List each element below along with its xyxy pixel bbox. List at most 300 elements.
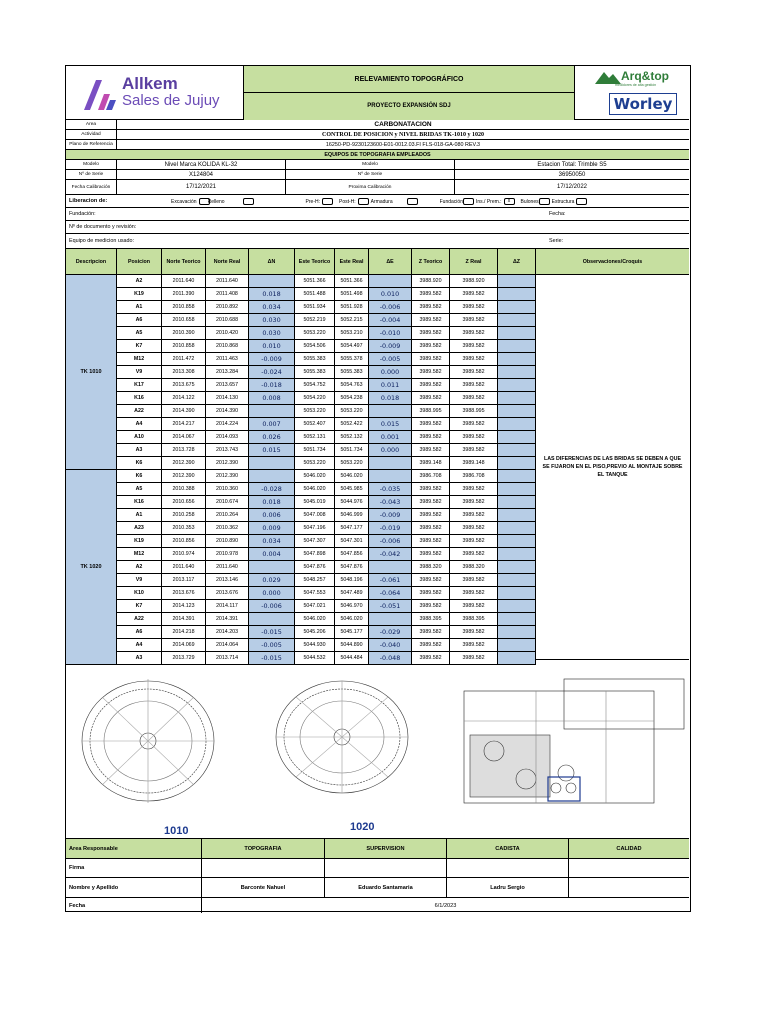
table-row [66,366,536,379]
table-row [66,457,536,470]
group-label: TK 1010 [66,275,117,470]
cell-este-real: 5052.422 [335,418,369,431]
col-header-este-teorico: Este Teorico [295,249,335,275]
table-row [66,587,536,600]
cell-este-real: 5054.497 [335,340,369,353]
cell-z-real: 3989.582 [450,418,498,431]
cell-norte-teorico: 2010.390 [162,327,206,340]
cell-posicion: A6 [117,314,162,327]
cadista-header: CADISTA [447,839,569,858]
serial-row [66,170,689,180]
name-topografia: Barconte Nahuel [202,878,325,897]
cell-este-real: 5047.856 [335,548,369,561]
fecha-label: Fecha [66,898,202,913]
cell-norte-teorico: 2011.640 [162,275,206,288]
cell-delta-n: 0.007 [249,418,295,431]
cell-z-real: 3988.320 [450,561,498,574]
cell-norte-real: 2014.064 [206,639,249,652]
serial-label-2: Nº de Serie [286,170,455,179]
firma-row [66,859,689,878]
cell-delta-z [498,353,536,366]
cell-delta-z [498,574,536,587]
table-row [66,522,536,535]
cell-este-real: 5054.238 [335,392,369,405]
cell-este-teorico: 5048.257 [295,574,335,587]
fundacion-checkbox[interactable] [463,198,474,205]
col-header-observaciones: Observaciones/Croquis [536,249,689,275]
cell-este-real: 5055.383 [335,366,369,379]
cell-este-teorico: 5053.220 [295,405,335,418]
col-header-norte-teorico: Norte Teorico [162,249,206,275]
cell-delta-n [249,561,295,574]
cell-delta-z [498,366,536,379]
cell-z-teorico: 3989.582 [412,483,450,496]
cell-z-teorico: 3989.582 [412,392,450,405]
cell-norte-real: 2010.892 [206,301,249,314]
cell-z-real: 3989.582 [450,496,498,509]
table-row [66,431,536,444]
table-row [66,405,536,418]
option-relleno: Relleno [207,198,225,205]
cell-este-real: 5052.132 [335,431,369,444]
cell-posicion: A23 [117,522,162,535]
cell-z-real: 3989.582 [450,652,498,665]
table-row [66,327,536,340]
cell-norte-teorico: 2011.640 [162,561,206,574]
firma-topografia [202,859,325,877]
cell-z-real: 3989.582 [450,600,498,613]
cell-este-real: 5053.220 [335,405,369,418]
cell-este-teorico: 5053.220 [295,327,335,340]
cell-z-real: 3989.582 [450,639,498,652]
cell-delta-e [369,613,412,626]
cell-delta-e: 0.011 [369,379,412,392]
cell-delta-n: -0.018 [249,379,295,392]
cell-delta-n: -0.006 [249,600,295,613]
cell-posicion: A6 [117,626,162,639]
table-row [66,626,536,639]
table-row [66,314,536,327]
cell-este-real: 5051.498 [335,288,369,301]
cell-este-real: 5046.020 [335,613,369,626]
cell-delta-e: -0.006 [369,535,412,548]
table-row [66,483,536,496]
firma-cadista [447,859,569,877]
cell-delta-n: 0.018 [249,496,295,509]
equipment-used-label: Equipo de medicion usado: [69,238,135,244]
cell-delta-z [498,392,536,405]
cell-posicion: K6 [117,470,162,483]
area-responsable-label: Area Responsable [66,839,202,858]
cell-z-teorico: 3989.582 [412,535,450,548]
cell-z-real: 3989.582 [450,548,498,561]
cell-delta-z [498,548,536,561]
footer-header-row [66,839,689,859]
cell-norte-teorico: 2014.217 [162,418,206,431]
cell-delta-n: -0.024 [249,366,295,379]
cell-delta-e: 0.001 [369,431,412,444]
preh-checkbox[interactable] [322,198,333,205]
cell-delta-e: 0.000 [369,366,412,379]
label-1010: 1010 [164,825,189,837]
cell-este-real: 5051.734 [335,444,369,457]
cell-delta-n: -0.005 [249,639,295,652]
cell-delta-e: -0.035 [369,483,412,496]
cell-este-teorico: 5046.020 [295,470,335,483]
model-row [66,160,689,170]
cell-delta-z [498,301,536,314]
cell-este-teorico: 5055.383 [295,353,335,366]
bulones-checkbox[interactable] [539,198,550,205]
cell-norte-teorico: 2010.858 [162,340,206,353]
name-cadista: Ladru Sergio [447,878,569,897]
calibration-row [66,180,689,195]
cell-este-real: 5044.484 [335,652,369,665]
cell-norte-real: 2010.674 [206,496,249,509]
cell-delta-z [498,483,536,496]
cell-delta-z [498,288,536,301]
cell-delta-e: -0.051 [369,600,412,613]
cell-z-teorico: 3989.582 [412,444,450,457]
cell-norte-real: 2012.390 [206,470,249,483]
cell-este-teorico: 5054.752 [295,379,335,392]
cell-este-real: 5048.196 [335,574,369,587]
sales-de-jujuy-wordmark: Sales de Jujuy [122,92,220,109]
cell-posicion: A4 [117,639,162,652]
table-row [66,613,536,626]
option-bulones: Bulones [520,198,539,205]
cell-delta-e [369,275,412,288]
equipment-header-row [66,150,689,160]
worley-wordmark: Worley [609,93,677,115]
cell-delta-e: -0.040 [369,639,412,652]
cell-posicion: M12 [117,548,162,561]
cell-norte-real: 2010.362 [206,522,249,535]
cell-delta-n [249,470,295,483]
cell-delta-e: -0.064 [369,587,412,600]
cell-delta-e: 0.010 [369,288,412,301]
cell-z-teorico: 3989.582 [412,314,450,327]
calibration-label: Fecha Calibración [66,180,117,194]
cell-este-real: 5045.985 [335,483,369,496]
name-calidad [569,878,689,897]
col-header-delta-z: ΔZ [498,249,536,275]
cell-este-teorico: 5047.021 [295,600,335,613]
model-label-2: Modelo [286,160,455,169]
cell-delta-z [498,314,536,327]
date-label: Fecha: [549,211,566,217]
cell-delta-z [498,470,536,483]
cell-este-teorico: 5051.488 [295,288,335,301]
next-calibration-label: Proxima Calibración [286,180,455,194]
cell-delta-n: 0.030 [249,327,295,340]
arqtop-mark-icon [595,70,621,84]
cell-z-teorico: 3988.395 [412,613,450,626]
col-header-este-real: Este Real [335,249,369,275]
cell-este-teorico: 5055.383 [295,366,335,379]
cell-este-real: 5053.210 [335,327,369,340]
option-posth: Post-H: [339,198,356,205]
serial-label: Nº de Serie [66,170,117,179]
plan-row [66,140,689,150]
cell-posicion: A5 [117,483,162,496]
estructura-checkbox[interactable] [576,198,587,205]
cell-posicion: K19 [117,535,162,548]
model-value: Nivel Marca KOLIDA KL-32 [117,160,286,169]
serial-value-2: 36950050 [558,171,586,178]
cell-z-teorico: 3989.582 [412,626,450,639]
cell-delta-n: -0.028 [249,483,295,496]
cell-z-real: 3988.395 [450,613,498,626]
cell-este-real: 5047.177 [335,522,369,535]
cell-posicion: A22 [117,405,162,418]
cell-z-real: 3989.582 [450,509,498,522]
cell-norte-teorico: 2013.676 [162,587,206,600]
cell-posicion: M12 [117,353,162,366]
cell-norte-teorico: 2010.858 [162,301,206,314]
cell-z-real: 3988.995 [450,405,498,418]
relleno-checkbox[interactable] [243,198,254,205]
cell-este-real: 5055.378 [335,353,369,366]
cell-norte-real: 2011.408 [206,288,249,301]
cell-z-teorico: 3989.148 [412,457,450,470]
name-supervision: Eduardo Santamaria [325,878,447,897]
document-label: Nº de documento y revisión: [69,224,137,230]
cell-norte-teorico: 2010.258 [162,509,206,522]
ins-prem-checkbox[interactable]: x [504,198,515,205]
cell-norte-teorico: 2014.122 [162,392,206,405]
next-calibration-value: 17/12/2022 [556,184,588,190]
cell-delta-e [369,457,412,470]
cell-z-real: 3989.148 [450,457,498,470]
option-ins-prem: Ins./ Prem.: [475,198,502,205]
serie-label: Serie: [549,238,564,244]
armadura-checkbox[interactable] [407,198,418,205]
table-row [66,561,536,574]
table-row [66,535,536,548]
calibration-value: 17/12/2021 [117,180,286,194]
cell-este-real: 5045.177 [335,626,369,639]
cell-posicion: A1 [117,301,162,314]
cell-norte-real: 2013.714 [206,652,249,665]
cell-z-real: 3989.582 [450,288,498,301]
cell-este-teorico: 5045.206 [295,626,335,639]
partner-logos [574,66,689,120]
cell-norte-real: 2013.657 [206,379,249,392]
cell-delta-n: 0.034 [249,301,295,314]
cell-norte-teorico: 2014.067 [162,431,206,444]
cell-delta-e: 0.015 [369,418,412,431]
release-row [66,195,689,208]
name-label: Nombre y Apellido [66,878,202,897]
cell-delta-e: -0.043 [369,496,412,509]
cell-delta-z [498,522,536,535]
cell-z-teorico: 3989.582 [412,379,450,392]
release-label: Liberacion de: [69,198,108,204]
cell-delta-z [498,535,536,548]
cell-z-real: 3989.582 [450,522,498,535]
cell-z-real: 3989.582 [450,314,498,327]
cell-este-real: 5044.976 [335,496,369,509]
cell-norte-real: 2013.146 [206,574,249,587]
drawings-panel [66,661,689,839]
cell-delta-n: 0.029 [249,574,295,587]
calidad-header: CALIDAD [616,845,642,852]
cell-delta-n: -0.015 [249,626,295,639]
sheet-header [66,66,689,120]
cell-norte-real: 2014.224 [206,418,249,431]
cell-este-teorico: 5054.220 [295,392,335,405]
equipment-used-row [66,234,689,249]
cell-delta-e: -0.048 [369,652,412,665]
cell-delta-e [369,470,412,483]
cell-z-teorico: 3988.320 [412,561,450,574]
cell-norte-real: 2012.390 [206,457,249,470]
project-title: PROYECTO EXPANSIÓN SDJ [244,93,574,120]
cell-norte-teorico: 2010.656 [162,496,206,509]
cell-este-teorico: 5044.532 [295,652,335,665]
cell-este-real: 5054.763 [335,379,369,392]
cell-delta-e: -0.005 [369,353,412,366]
cell-delta-n: -0.015 [249,652,295,665]
cell-z-real: 3989.582 [450,574,498,587]
date-row [66,898,689,913]
table-row [66,574,536,587]
cell-este-teorico: 5047.307 [295,535,335,548]
table-row [66,600,536,613]
cell-z-teorico: 3989.582 [412,340,450,353]
cell-z-real: 3989.582 [450,587,498,600]
cell-norte-teorico: 2013.117 [162,574,206,587]
cell-delta-z [498,496,536,509]
cell-delta-n: 0.030 [249,314,295,327]
cell-norte-real: 2010.890 [206,535,249,548]
cell-este-real: 5047.301 [335,535,369,548]
cell-z-teorico: 3989.582 [412,652,450,665]
option-preh: Pre-H: [305,198,320,205]
cell-norte-teorico: 2010.974 [162,548,206,561]
table-row [66,639,536,652]
cell-delta-n: 0.018 [249,288,295,301]
cell-norte-teorico: 2013.308 [162,366,206,379]
supervision-header: SUPERVISION [325,839,447,858]
cell-delta-n: 0.008 [249,392,295,405]
cell-delta-z [498,418,536,431]
cell-posicion: K7 [117,600,162,613]
cell-z-teorico: 3989.582 [412,522,450,535]
cell-norte-teorico: 2014.390 [162,405,206,418]
cell-norte-teorico: 2013.728 [162,444,206,457]
cell-delta-z [498,379,536,392]
table-row [66,353,536,366]
observation-note: LAS DIFERENCIAS DE LAS BRIDAS SE DEBEN A QUE SE FIJARON EN EL PISO,PREVIO AL MONTAJE SOBRE EL TANQUE [542,456,683,478]
cell-delta-z [498,275,536,288]
cell-posicion: K10 [117,587,162,600]
cell-z-teorico: 3989.582 [412,301,450,314]
cell-norte-real: 2010.868 [206,340,249,353]
cell-z-teorico: 3989.582 [412,587,450,600]
observations-cell [536,275,689,660]
cell-este-teorico: 5047.553 [295,587,335,600]
col-header-z-teorico: Z Teorico [412,249,450,275]
group-label: TK 1020 [66,470,117,665]
cell-posicion: A22 [117,613,162,626]
cell-norte-real: 2014.093 [206,431,249,444]
cell-norte-teorico: 2012.390 [162,457,206,470]
cell-delta-z [498,561,536,574]
cell-este-teorico: 5044.930 [295,639,335,652]
cell-delta-e: -0.019 [369,522,412,535]
cell-este-real: 5046.020 [335,470,369,483]
option-armadura: Armadura [370,198,393,205]
cell-este-real: 5046.970 [335,600,369,613]
col-header-descripcion: Descripcion [66,249,117,275]
cell-norte-teorico: 2010.856 [162,535,206,548]
cell-z-real: 3989.582 [450,379,498,392]
cell-posicion: K19 [117,288,162,301]
cell-norte-real: 2010.264 [206,509,249,522]
model-value-2: Estacion Total: Trimble S5 [537,161,607,168]
cell-norte-teorico: 2010.658 [162,314,206,327]
cell-delta-e: 0.000 [369,444,412,457]
col-header-delta-e: ΔE [369,249,412,275]
area-label: Area [66,120,117,129]
cell-delta-n: 0.000 [249,587,295,600]
cell-delta-n: 0.015 [249,444,295,457]
firma-supervision [325,859,447,877]
cell-norte-teorico: 2014.218 [162,626,206,639]
cell-posicion: V9 [117,366,162,379]
cell-delta-n: 0.010 [249,340,295,353]
cell-posicion: K17 [117,379,162,392]
cell-norte-real: 2010.688 [206,314,249,327]
cell-delta-n: 0.034 [249,535,295,548]
cell-z-teorico: 3989.582 [412,418,450,431]
table-row [66,509,536,522]
table-row [66,288,536,301]
cell-delta-n [249,457,295,470]
tank-drawings-image [66,661,689,839]
cell-norte-real: 2014.391 [206,613,249,626]
cell-delta-e: -0.009 [369,340,412,353]
cell-norte-teorico: 2014.069 [162,639,206,652]
col-header-delta-n: ΔN [249,249,295,275]
cell-delta-n [249,275,295,288]
cell-delta-e: -0.010 [369,327,412,340]
cell-posicion: K7 [117,340,162,353]
col-header-posicion: Posicion [117,249,162,275]
cell-norte-real: 2014.117 [206,600,249,613]
cell-este-real: 5051.366 [335,275,369,288]
cell-z-teorico: 3989.582 [412,366,450,379]
cell-posicion: K6 [117,457,162,470]
cell-z-real: 3989.582 [450,626,498,639]
cell-norte-real: 2011.640 [206,275,249,288]
cell-posicion: K16 [117,392,162,405]
label-1020: 1020 [350,821,375,833]
cell-este-teorico: 5046.020 [295,613,335,626]
table-row [66,340,536,353]
allkem-mark-icon [80,74,120,114]
posth-checkbox[interactable] [358,198,369,205]
cell-z-teorico: 3989.582 [412,509,450,522]
cell-norte-teorico: 2010.388 [162,483,206,496]
cell-norte-real: 2011.463 [206,353,249,366]
cell-delta-z [498,431,536,444]
cell-z-teorico: 3989.582 [412,574,450,587]
cell-delta-z [498,509,536,522]
cell-delta-z [498,340,536,353]
